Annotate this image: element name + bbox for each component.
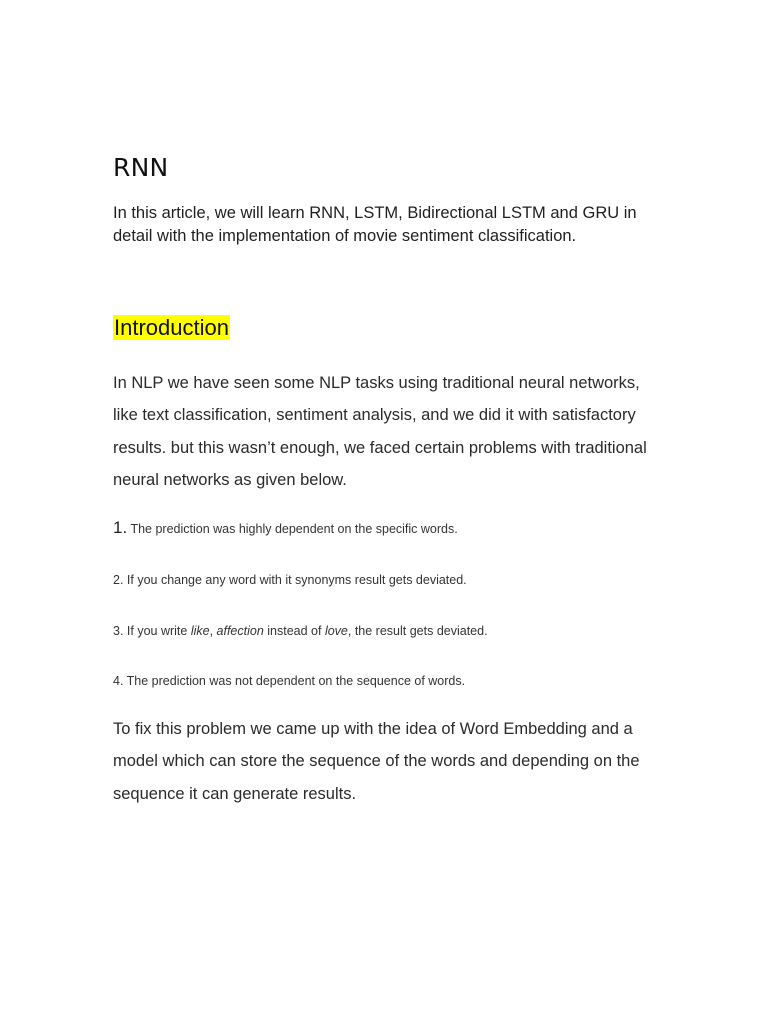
body-paragraph-1: In NLP we have seen some NLP tasks using traditional neural networks, like text classification, sentiment analysis, and we did it with satisfactory results. but this wasn’t enough, we faced certain problems with traditional neural networks as given below. [113, 374, 647, 489]
list-item-1-number: 1. [113, 518, 128, 537]
document-title: RNN [113, 153, 169, 182]
list-item-1 [113, 518, 658, 538]
body-paragraph-2: To fix this problem we came up with the idea of Word Embedding and a model which can store the sequence of the words and depending on the sequence it can generate results. [113, 720, 640, 803]
word-affection: affection [216, 624, 264, 638]
list-item-4: 4. The prediction was not dependent on the sequence of words. [113, 674, 466, 688]
list-item-3-prefix: 3. If you write [113, 624, 191, 638]
word-like: like [190, 624, 210, 638]
highlighted-heading-text: Introduction [114, 315, 229, 340]
list-item-3-instead: instead of [263, 624, 325, 638]
word-love: love [324, 624, 348, 638]
list-item-2: 2. If you change any word with it synonyms result gets deviated. [113, 573, 467, 587]
list-item-3-comma: , [209, 624, 217, 638]
list-item-1-text: The prediction was highly dependent on the specific words. [130, 522, 458, 536]
intro-paragraph: In this article, we will learn RNN, LSTM, Bidirectional LSTM and GRU in detail with the implementation of movie sentiment classification. [113, 204, 637, 245]
list-item-3 [113, 624, 658, 638]
section-heading [113, 315, 230, 341]
list-item-3-suffix: , the result gets deviated. [347, 624, 488, 638]
